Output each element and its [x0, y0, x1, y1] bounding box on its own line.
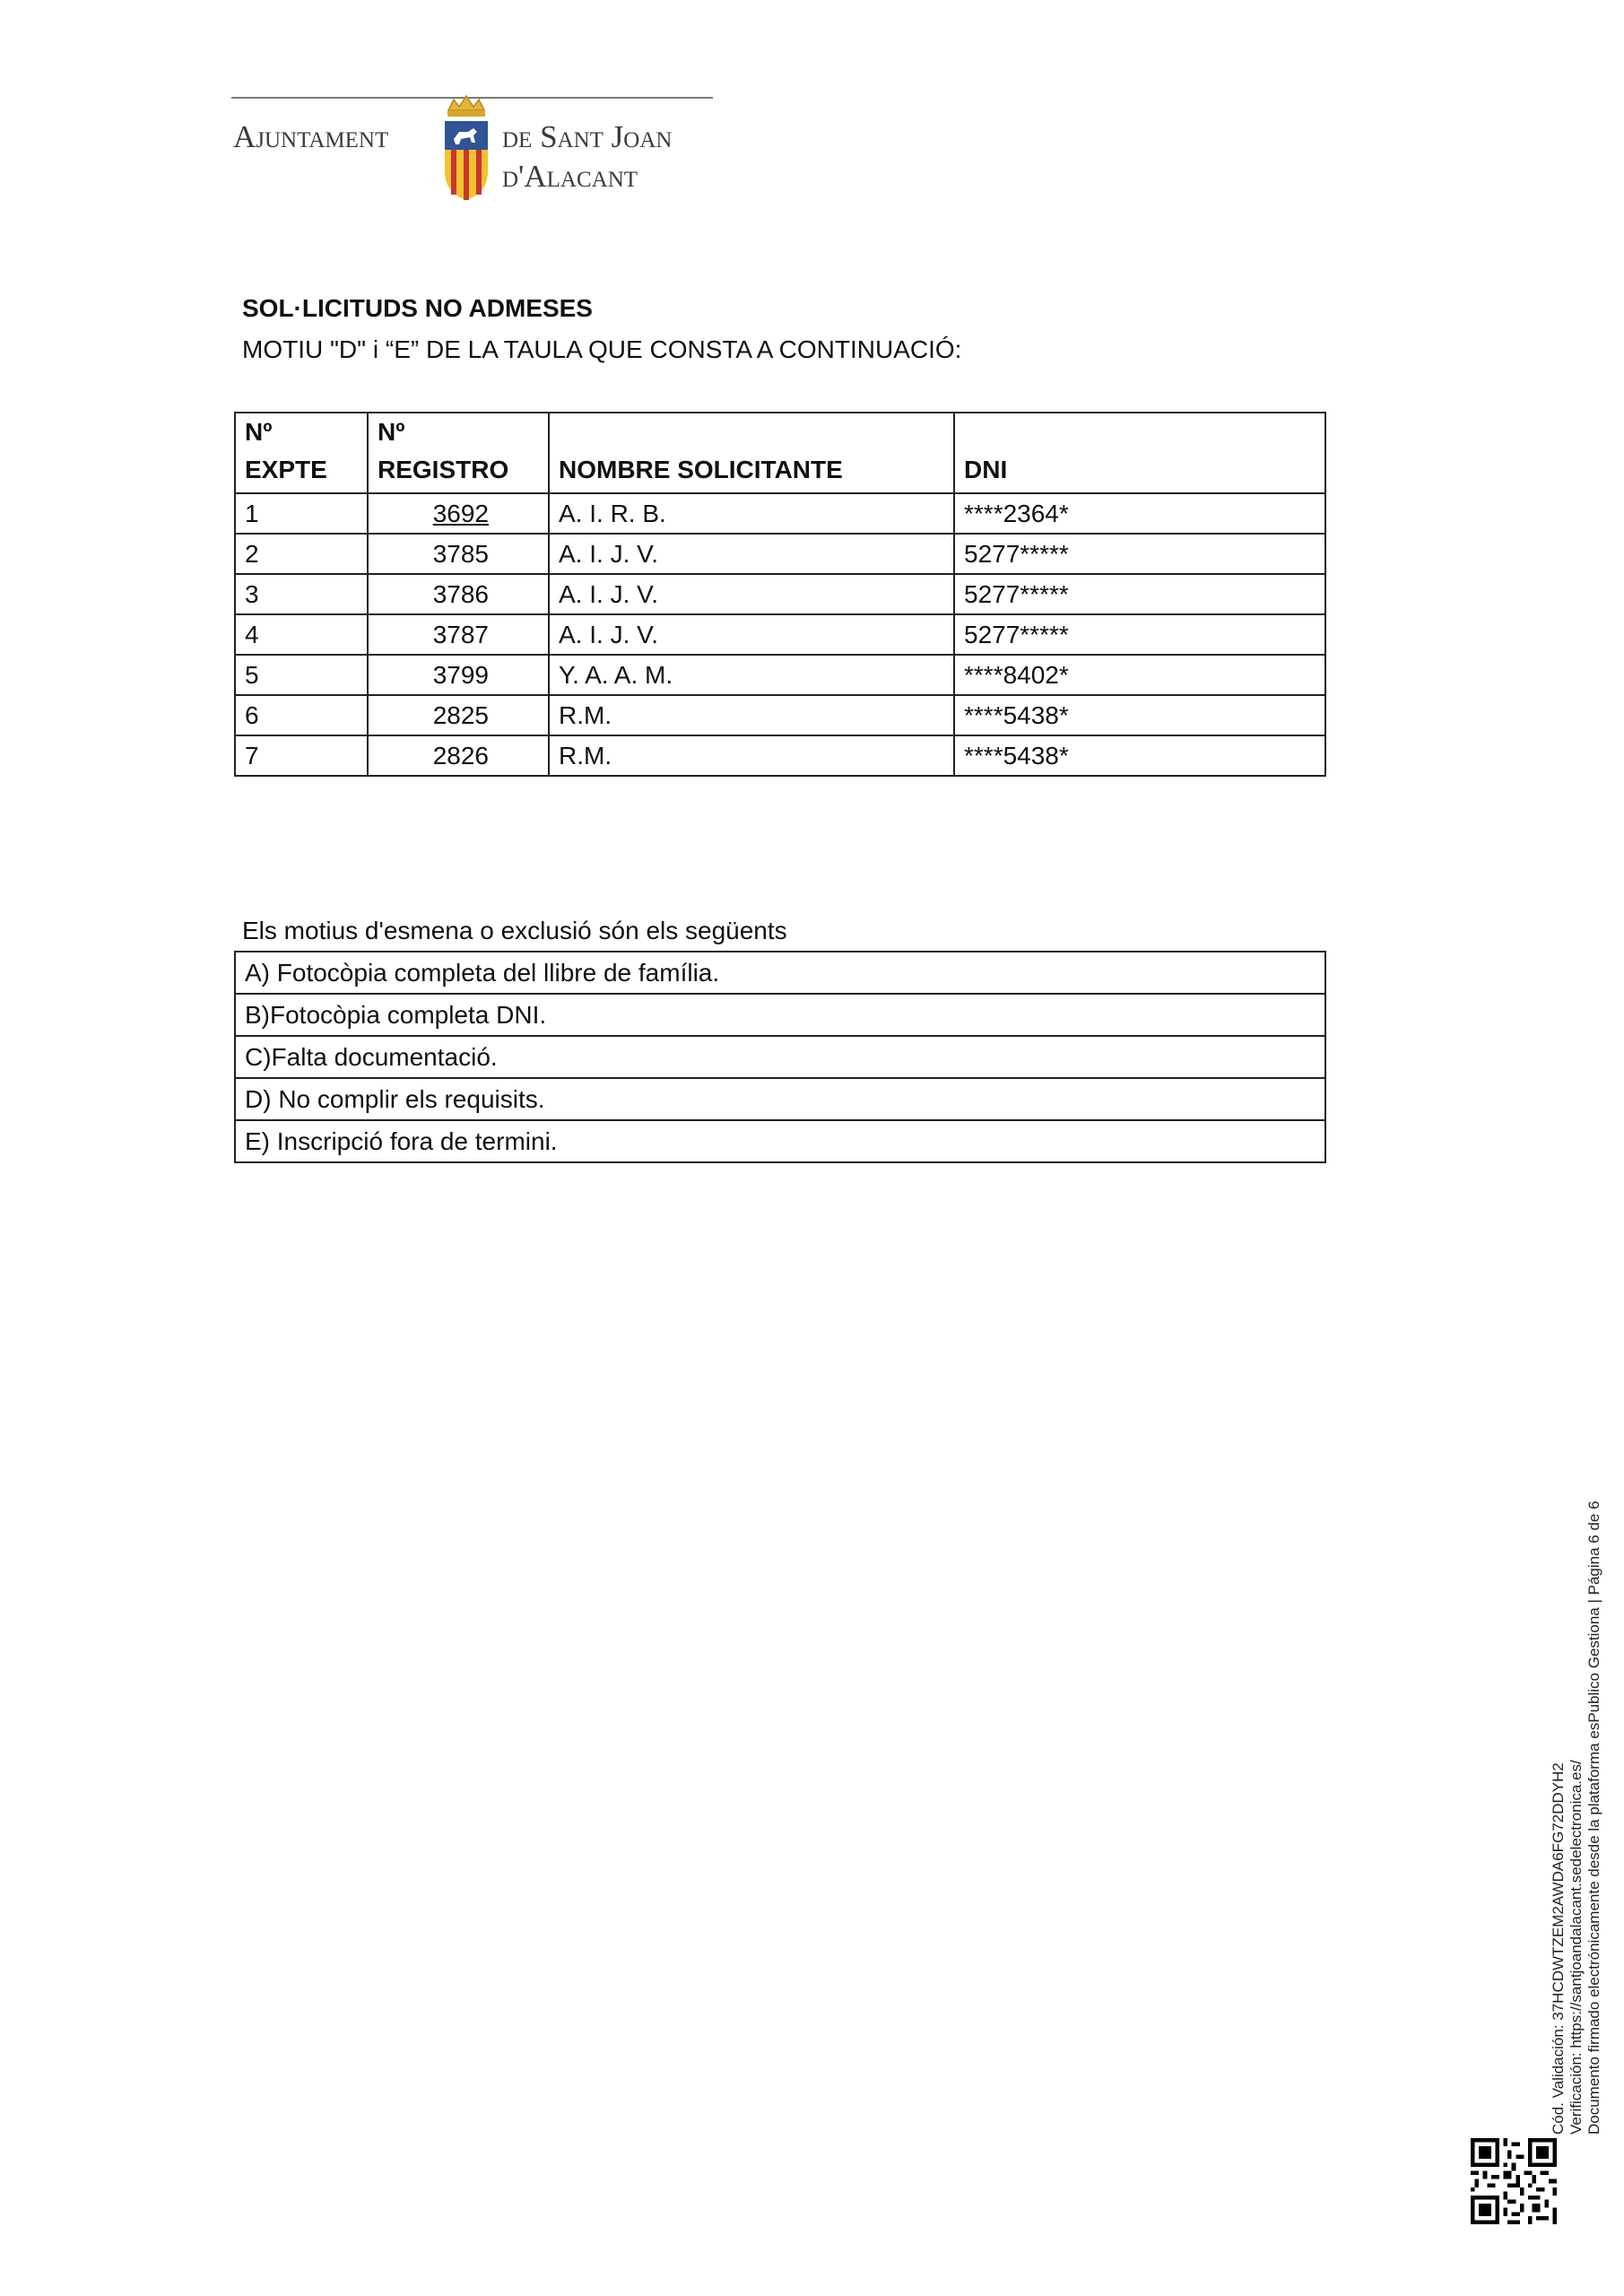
table-row [235, 735, 1325, 776]
rejected-applications-table [234, 412, 1326, 777]
table-row [235, 695, 1325, 735]
municipality-logo [231, 94, 716, 202]
reasons-intro: Els motius d'esmena o exclusió són els següents [242, 917, 787, 944]
list-item [235, 1078, 1325, 1120]
header-expte: Nº EXPTE [235, 413, 368, 493]
table-row [235, 534, 1325, 574]
cell-expte: 7 [235, 735, 368, 776]
header-registro: Nº REGISTRO [368, 413, 549, 493]
cell-nombre: A. I. J. V. [549, 614, 954, 655]
cell-nombre: Y. A. A. M. [549, 655, 954, 695]
cell-registro: 3785 [368, 534, 549, 574]
cell-nombre: R.M. [549, 735, 954, 776]
reason-e: E) Inscripció fora de termini. [235, 1120, 1325, 1162]
cell-registro: 3786 [368, 574, 549, 614]
logo-text-sant-joan: de Sant Joan [502, 119, 673, 154]
list-item [235, 994, 1325, 1036]
validation-footer [1550, 1500, 1603, 2135]
list-item [235, 952, 1325, 994]
section-subtitle: MOTIU "D" i “E” DE LA TAULA QUE CONSTA A CONTINUACIÓ: [242, 335, 962, 363]
cell-dni: 5277***** [954, 534, 1325, 574]
coat-of-arms-icon [438, 94, 495, 202]
cell-expte: 2 [235, 534, 368, 574]
cell-registro: 2825 [368, 695, 549, 735]
section-title: SOL·LICITUDS NO ADMESES [242, 294, 593, 322]
list-item [235, 1036, 1325, 1078]
cell-nombre: A. I. R. B. [549, 493, 954, 534]
header-dni: DNI [954, 413, 1325, 493]
cell-dni: ****2364* [954, 493, 1325, 534]
cell-dni: ****8402* [954, 655, 1325, 695]
table-row [235, 493, 1325, 534]
reason-d: D) No complir els requisits. [235, 1078, 1325, 1120]
cell-nombre: A. I. J. V. [549, 534, 954, 574]
cell-expte: 4 [235, 614, 368, 655]
signature-notice: Documento firmado electrónicamente desde la plataforma esPublico Gestiona | Página 6 de 6 [1585, 1500, 1602, 2135]
cell-registro: 3787 [368, 614, 549, 655]
cell-dni: ****5438* [954, 695, 1325, 735]
reason-b: B)Fotocòpia completa DNI. [235, 994, 1325, 1036]
reason-c: C)Falta documentació. [235, 1036, 1325, 1078]
cell-registro: 3799 [368, 655, 549, 695]
cell-dni: ****5438* [954, 735, 1325, 776]
table-row [235, 614, 1325, 655]
list-item [235, 1120, 1325, 1162]
cell-registro: 3692 [368, 493, 549, 534]
validation-code: Cód. Validación: 37HCDWTZEM2AWDA6FG72DDYH2 [1550, 1762, 1567, 2135]
reasons-table [234, 951, 1326, 1163]
table-header-row [235, 413, 1325, 493]
logo-text-ajuntament: Ajuntament [233, 119, 389, 154]
cell-dni: 5277***** [954, 614, 1325, 655]
cell-dni: 5277***** [954, 574, 1325, 614]
cell-registro: 2826 [368, 735, 549, 776]
reason-a: A) Fotocòpia completa del llibre de família. [235, 952, 1325, 994]
cell-expte: 1 [235, 493, 368, 534]
cell-nombre: R.M. [549, 695, 954, 735]
qr-code-icon [1471, 2138, 1557, 2224]
cell-expte: 3 [235, 574, 368, 614]
cell-expte: 5 [235, 655, 368, 695]
cell-nombre: A. I. J. V. [549, 574, 954, 614]
cell-expte: 6 [235, 695, 368, 735]
header-nombre: NOMBRE SOLICITANTE [549, 413, 954, 493]
logo-text-alacant: d'Alacant [502, 159, 638, 194]
table-row [235, 574, 1325, 614]
table-row [235, 655, 1325, 695]
verification-url: Verificación: https://santjoandalacant.sedelectronica.es/ [1568, 1760, 1585, 2135]
